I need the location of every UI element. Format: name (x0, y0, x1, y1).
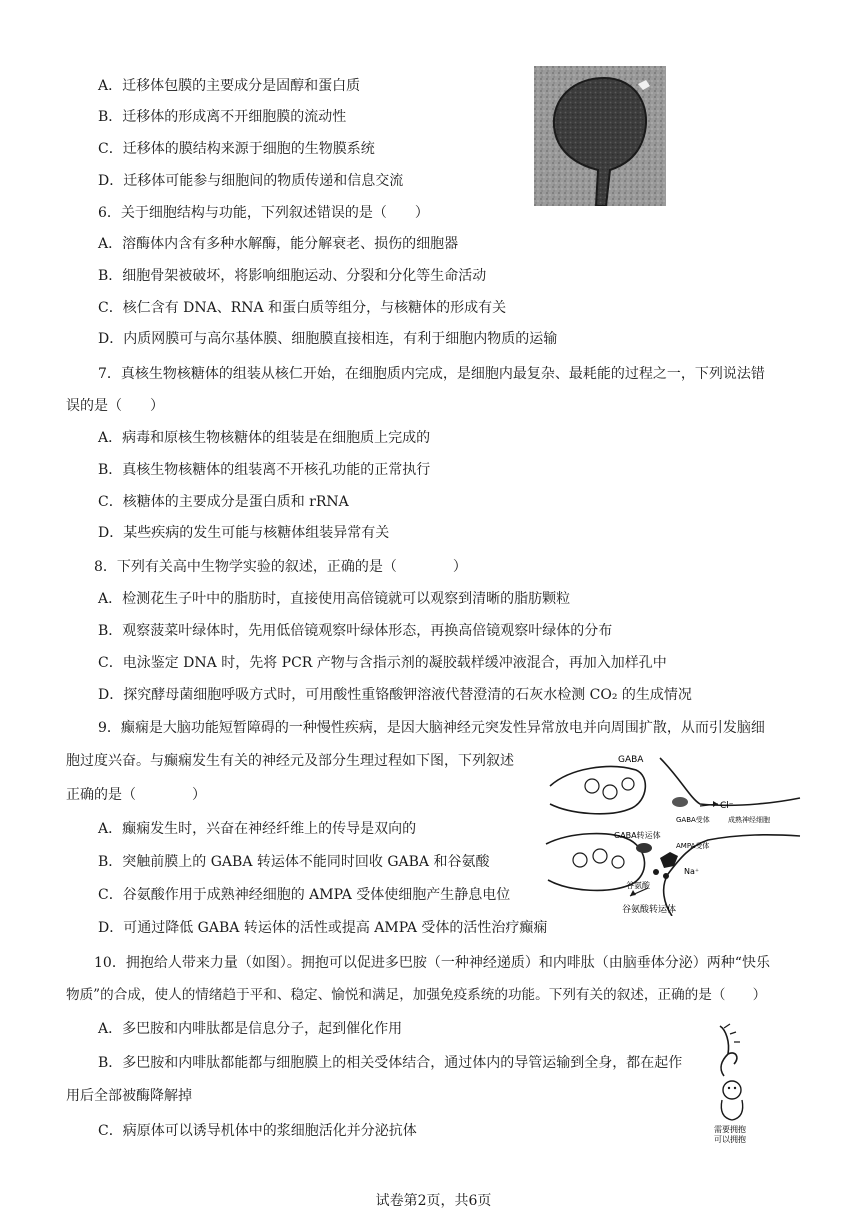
question-9-cont: 胞过度兴奋。与癫痫发生有关的神经元及部分生理过程如下图，下列叙述 (66, 753, 514, 769)
option-10c: C．病原体可以诱导机体中的浆细胞活化并分泌抗体 (98, 1123, 417, 1139)
option-6c: C．核仁含有 DNA、RNA 和蛋白质等组分，与核糖体的形成有关 (98, 300, 507, 316)
question-9: 9．癫痫是大脑功能短暂障碍的一种慢性疾病，是因大脑神经元突发性异常放电并向周围扩散，从而引发脑细 (98, 720, 765, 736)
page-footer: 试卷第2页，共6页 (375, 1193, 492, 1209)
option-9b: B．突触前膜上的 GABA 转运体不能同时回收 GABA 和谷氨酸 (98, 854, 490, 870)
question-10-cont: 物质”的合成，使人的情绪趋于平和、稳定、愉悦和满足，加强免疫系统的功能。下列有关的叙述，正确的是（ ） (66, 987, 767, 1003)
question-6: 6．关于细胞结构与功能，下列叙述错误的是（ ） (98, 205, 429, 221)
option-5b: B．迁移体的形成离不开细胞膜的流动性 (98, 109, 347, 125)
label-gaba-receptor: GABA受体 (676, 816, 710, 824)
hug-cartoon (706, 1020, 762, 1146)
label-glu-transporter: 谷氨酸转运体 (622, 905, 677, 915)
option-9d: D．可通过降低 GABA 转运体的活性或提高 AMPA 受体的活性治疗癫痫 (98, 920, 548, 936)
label-na: Na⁺ (684, 867, 700, 876)
option-5d: D．迁移体可能参与细胞间的物质传递和信息交流 (98, 173, 404, 189)
option-6a: A．溶酶体内含有多种水解酶，能分解衰老、损伤的细胞器 (98, 236, 459, 252)
option-9c: C．谷氨酸作用于成熟神经细胞的 AMPA 受体使细胞产生静息电位 (98, 887, 511, 903)
option-7d: D．某些疾病的发生可能与核糖体组装异常有关 (98, 525, 390, 541)
cartoon-caption-2: 可以拥抱 (714, 1135, 746, 1144)
label-glutamate: 谷氨酸 (626, 881, 650, 890)
cartoon-caption-1: 需要拥抱 (714, 1125, 746, 1134)
option-7c: C．核糖体的主要成分是蛋白质和 rRNA (98, 494, 349, 510)
option-5a: A．迁移体包膜的主要成分是固醇和蛋白质 (98, 78, 361, 94)
option-9a: A．癫痫发生时，兴奋在神经纤维上的传导是双向的 (98, 821, 417, 837)
option-8c: C．电泳鉴定 DNA 时，先将 PCR 产物与含指示剂的凝胶载样缓冲液混合，再加入加样孔中 (98, 655, 667, 671)
label-gaba-transporter: GABA转运体 (614, 831, 661, 840)
option-7a: A．病毒和原核生物核糖体的组装是在细胞质上完成的 (98, 430, 431, 446)
question-9-cont2: 正确的是（ ） (66, 787, 206, 803)
option-8b: B．观察菠菜叶绿体时，先用低倍镜观察叶绿体形态，再换高倍镜观察叶绿体的分布 (98, 623, 613, 639)
question-7: 7．真核生物核糖体的组装从核仁开始，在细胞质内完成，是细胞内最复杂、最耗能的过程之一，下列说法错 (98, 366, 765, 382)
option-8a: A．检测花生子叶中的脂肪时，直接使用高倍镜就可以观察到清晰的脂肪颗粒 (98, 591, 571, 607)
question-8: 8．下列有关高中生物学实验的叙述，正确的是（ ） (94, 559, 467, 575)
label-mature-neuron: 成熟神经细胞 (728, 816, 770, 824)
label-cl: Cl⁻ (720, 801, 734, 811)
label-ampa-receptor: AMPA受体 (676, 842, 710, 850)
option-5c: C．迁移体的膜结构来源于细胞的生物膜系统 (98, 141, 375, 157)
option-10b: B．多巴胺和内啡肽都能都与细胞膜上的相关受体结合，通过体内的导管运输到全身，都在起作 (98, 1055, 683, 1071)
migrasome-micrograph (534, 66, 666, 206)
option-6b: B．细胞骨架被破坏，将影响细胞运动、分裂和分化等生命活动 (98, 268, 487, 284)
option-6d: D．内质网膜可与高尔基体膜、细胞膜直接相连，有利于细胞内物质的运输 (98, 331, 558, 347)
neuron-synapse-diagram (540, 748, 802, 916)
question-7-cont: 误的是（ ） (66, 398, 164, 414)
label-gaba: GABA (618, 755, 644, 765)
option-8d: D．探究酵母菌细胞呼吸方式时，可用酸性重铬酸钾溶液代替澄清的石灰水检测 CO₂ 的生成情况 (98, 687, 692, 703)
option-10a: A．多巴胺和内啡肽都是信息分子，起到催化作用 (98, 1021, 403, 1037)
option-7b: B．真核生物核糖体的组装离不开核孔功能的正常执行 (98, 462, 431, 478)
option-10b-cont: 用后全部被酶降解掉 (66, 1088, 192, 1104)
question-10: 10．拥抱给人带来力量（如图）。拥抱可以促进多巴胺（一种神经递质）和内啡肽（由脑垂体分泌）两种“快乐 (94, 955, 770, 971)
